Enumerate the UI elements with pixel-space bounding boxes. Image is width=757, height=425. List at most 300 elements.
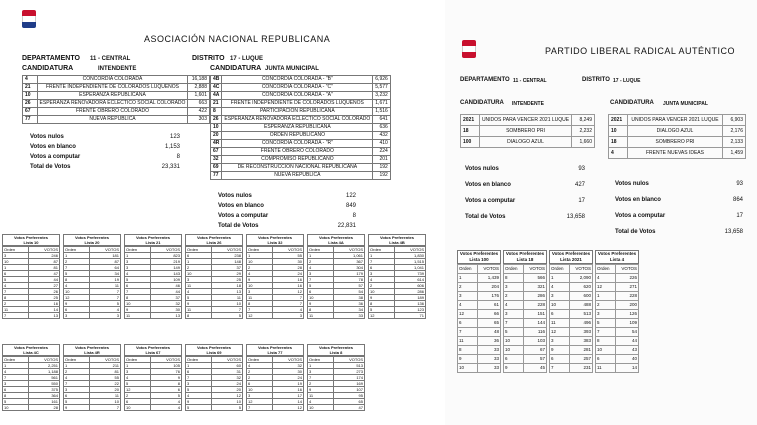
orden-value: 6	[186, 253, 212, 259]
preferential-header	[595, 250, 639, 264]
totals-row	[615, 197, 743, 203]
orden-value: 10	[550, 301, 570, 310]
votos-value: 43	[615, 346, 639, 355]
orden-value: 4	[125, 375, 151, 381]
votos-value: 11	[89, 393, 120, 399]
preferential-row	[308, 313, 365, 319]
orden-value: 11	[125, 313, 151, 319]
preferential-col-header	[596, 265, 639, 274]
preferential-header-title: Votos Preferentes	[197, 235, 231, 240]
candidate-name: UNIDOS PARA VENCER 2021 LUQUE	[479, 115, 571, 126]
orden-value: 2	[458, 283, 478, 292]
preferential-row	[458, 301, 501, 310]
preferential-header	[2, 234, 60, 246]
preferential-table	[246, 344, 304, 411]
orden-value: 10	[247, 259, 273, 265]
candidate-row	[461, 126, 595, 137]
orden-value: 2	[247, 265, 273, 271]
votos-value: 271	[615, 283, 639, 292]
preferential-row	[550, 355, 593, 364]
candidate-votes: 6,903	[723, 115, 746, 126]
votos-value: 14	[272, 399, 303, 405]
preferential-row	[596, 328, 639, 337]
preferential-table	[368, 234, 426, 319]
orden-value: 7	[308, 277, 334, 283]
votos-value: 36	[333, 301, 364, 307]
votos-value: 57	[333, 283, 364, 289]
orden-value: 12	[596, 283, 616, 292]
preferential-list-name: Lista 69	[206, 350, 222, 355]
candidate-row	[211, 140, 391, 148]
preferential-row	[247, 313, 304, 319]
preferential-row	[596, 346, 639, 355]
orden-value: 4	[64, 283, 90, 289]
votos-value: 226	[615, 274, 639, 283]
votos-value: 29	[211, 271, 242, 277]
orden-value: 6	[504, 355, 524, 364]
anr-title: ASOCIACIÓN NACIONAL REPUBLICANA	[144, 34, 331, 44]
candidate-name: DE RECONSTRUCCION NACIONAL REPUBLICANA	[222, 164, 373, 172]
preferential-list-name: Lista 26	[206, 240, 222, 245]
orden-value: 6	[64, 307, 90, 313]
candidate-votes: 192	[373, 172, 391, 180]
preferential-grid	[307, 356, 365, 411]
candidate-code: 10	[609, 126, 628, 137]
anr-flag-logo-icon	[22, 10, 36, 28]
orden-value: 3	[308, 271, 334, 277]
preferential-header-title: Votos Preferentes	[319, 235, 353, 240]
votos-value: 48	[477, 328, 501, 337]
preferential-header	[2, 344, 60, 356]
votos-value: 286	[394, 289, 425, 295]
plra-junta-table	[608, 114, 746, 159]
candidate-name: COMPROMISO REPUBLICANO	[222, 156, 373, 164]
plra-candidatura-label-left: CANDIDATURA	[460, 100, 504, 106]
votos-value: 38	[333, 295, 364, 301]
preferential-row	[596, 319, 639, 328]
orden-value: 4	[308, 265, 334, 271]
votos-value: 375	[28, 387, 59, 393]
preferential-row	[504, 337, 547, 346]
preferential-row	[504, 274, 547, 283]
orden-value: 7	[3, 375, 29, 381]
anr-distrito-label: DISTRITO	[192, 55, 225, 62]
preferential-row	[186, 405, 243, 411]
votos-value: 7	[89, 289, 120, 295]
orden-value: 10	[186, 271, 212, 277]
preferential-row	[596, 337, 639, 346]
totals-value: 849	[345, 203, 356, 209]
orden-value: 7	[64, 265, 90, 271]
preferential-table	[246, 234, 304, 319]
votos-value: 14	[28, 307, 59, 313]
orden-value: 2	[247, 375, 273, 381]
orden-header: Orden	[125, 357, 151, 363]
candidate-code: 20	[211, 132, 222, 140]
votos-value: 4	[150, 399, 181, 405]
votos-header: VOTOS	[28, 247, 59, 253]
orden-value: 4	[550, 283, 570, 292]
plra-candidatura-label-right: CANDIDATURA	[610, 100, 654, 106]
orden-value: 11	[550, 319, 570, 328]
votos-value: 1,439	[477, 274, 501, 283]
orden-value: 4	[186, 289, 212, 295]
preferential-grid	[595, 264, 639, 373]
totals-label: Total de Votos	[218, 223, 259, 229]
orden-value: 5	[186, 295, 212, 301]
votos-value: 95	[333, 393, 364, 399]
votos-value: 12	[211, 393, 242, 399]
orden-header: Orden	[186, 357, 212, 363]
votos-value: 11	[211, 295, 242, 301]
preferential-row	[550, 364, 593, 373]
totals-row	[30, 134, 180, 140]
orden-value: 12	[247, 399, 273, 405]
orden-value: 6	[125, 399, 151, 405]
orden-value: 2	[64, 369, 90, 375]
preferential-list-name: Lista 4B	[389, 240, 405, 245]
votos-value: 620	[569, 283, 593, 292]
preferential-row	[3, 313, 60, 319]
orden-header: Orden	[186, 247, 212, 253]
orden-value: 1	[596, 292, 616, 301]
votos-value: 31	[211, 369, 242, 375]
orden-value: 5	[596, 319, 616, 328]
orden-value: 7	[247, 307, 273, 313]
candidate-votes: 641	[373, 116, 391, 124]
orden-value: 10	[125, 405, 151, 411]
preferential-row	[458, 292, 501, 301]
preferential-header-title: Votos Preferentes	[551, 251, 591, 256]
anr-junta-label: JUNTA MUNICIPAL	[265, 66, 319, 72]
preferential-row	[504, 292, 547, 301]
votos-value: 12	[272, 405, 303, 411]
candidate-code: 21	[211, 100, 222, 108]
orden-value: 2	[247, 369, 273, 375]
totals-value: 1,153	[164, 144, 180, 150]
preferential-list-name: Lista 67	[145, 350, 161, 355]
totals-row	[615, 181, 743, 187]
orden-value: 4	[504, 301, 524, 310]
votos-value: 13	[211, 289, 242, 295]
orden-value: 4	[186, 393, 212, 399]
orden-value: 3	[596, 310, 616, 319]
candidate-code: 4R	[211, 140, 222, 148]
totals-label: Votos en blanco	[615, 197, 661, 203]
candidate-votes: 3,232	[373, 92, 391, 100]
votos-value: 67	[523, 346, 547, 355]
candidate-votes: 422	[188, 108, 210, 116]
orden-value: 1	[308, 253, 334, 259]
orden-value: 5	[125, 381, 151, 387]
votos-value: 37	[211, 265, 242, 271]
orden-value: 5	[186, 405, 212, 411]
candidate-row	[609, 137, 746, 148]
orden-header: Orden	[64, 247, 90, 253]
preferential-header	[457, 250, 501, 264]
candidate-votes: 1,459	[723, 148, 746, 159]
orden-value: 8	[64, 277, 90, 283]
preferential-row	[308, 405, 365, 411]
candidate-code: 2021	[609, 115, 628, 126]
candidate-votes: 201	[373, 156, 391, 164]
orden-value: 2	[308, 259, 334, 265]
votos-value: 189	[394, 295, 425, 301]
orden-value: 5	[64, 399, 90, 405]
votos-value: 22	[89, 381, 120, 387]
preferential-row	[64, 405, 121, 411]
votos-value: 33	[333, 313, 364, 319]
votos-value: 107	[333, 387, 364, 393]
orden-value: 10	[369, 289, 395, 295]
votos-value: 65	[477, 319, 501, 328]
preferential-row	[125, 313, 182, 319]
orden-header: Orden	[458, 265, 478, 274]
votos-value: 109	[615, 319, 639, 328]
votos-value: 600	[569, 292, 593, 301]
preferential-table	[457, 250, 501, 373]
candidate-votes: 410	[373, 140, 391, 148]
totals-value: 864	[732, 197, 743, 203]
orden-value: 5	[64, 271, 90, 277]
orden-header: Orden	[308, 357, 334, 363]
totals-label: Votos nulos	[30, 134, 64, 140]
plra-intendente-label: INTENDENTE	[512, 101, 544, 107]
votos-value: 566	[523, 274, 547, 283]
candidate-code: 4	[609, 148, 628, 159]
orden-value: 6	[596, 355, 616, 364]
candidate-code: 69	[211, 164, 222, 172]
orden-header: Orden	[247, 247, 273, 253]
preferential-row	[550, 310, 593, 319]
votos-value: 16	[28, 301, 59, 307]
orden-value: 8	[186, 313, 212, 319]
candidate-name: DIALOGO AZUL	[479, 137, 571, 148]
votos-value: 231	[569, 364, 593, 373]
orden-value: 1	[247, 253, 273, 259]
votos-value: 246	[28, 253, 59, 259]
preferential-list-name: Lista 4	[609, 257, 625, 262]
votos-value: 5	[211, 405, 242, 411]
preferential-table	[185, 234, 243, 319]
votos-value: 87	[28, 259, 59, 265]
votos-value: 78	[333, 277, 364, 283]
votos-value: 383	[569, 337, 593, 346]
votos-value: 200	[615, 301, 639, 310]
candidate-row	[211, 92, 391, 100]
candidate-votes: 192	[373, 164, 391, 172]
votos-value: 55	[89, 375, 120, 381]
preferential-row	[458, 355, 501, 364]
orden-value: 2	[504, 292, 524, 301]
votos-value: 19	[89, 277, 120, 283]
candidate-name: ESPERANZA REPUBLICANA	[37, 92, 188, 100]
preferential-grid	[246, 246, 304, 319]
preferential-header-title: Votos Preferentes	[319, 345, 353, 350]
votos-value: 26	[28, 289, 59, 295]
orden-value: 11	[308, 313, 334, 319]
votos-value: 20	[211, 387, 242, 393]
votos-value: 24	[272, 375, 303, 381]
votos-value: 174	[333, 375, 364, 381]
preferential-header	[307, 234, 365, 246]
orden-value: 4	[247, 271, 273, 277]
votos-value: 13	[150, 313, 181, 319]
orden-value: 6	[550, 355, 570, 364]
totals-value: 13,658	[724, 229, 743, 235]
preferential-grid	[457, 264, 501, 373]
preferential-grid	[2, 246, 60, 319]
votos-value: 10	[211, 399, 242, 405]
orden-value: 5	[369, 307, 395, 313]
votos-value: 1,515	[394, 259, 425, 265]
preferential-list-name: Lista 8	[329, 350, 343, 355]
preferential-header-title: Votos Preferentes	[505, 251, 545, 256]
orden-value: 8	[458, 346, 478, 355]
orden-value: 7	[504, 319, 524, 328]
candidate-code: 10	[23, 92, 38, 100]
votos-value: 304	[333, 265, 364, 271]
votos-value: 27	[28, 283, 59, 289]
votos-value: 148	[211, 259, 242, 265]
orden-value: 7	[64, 381, 90, 387]
orden-value: 6	[458, 319, 478, 328]
candidate-votes: 2,232	[572, 126, 595, 137]
orden-value: 7	[596, 328, 616, 337]
orden-value: 2	[308, 381, 334, 387]
votos-value: 228	[615, 292, 639, 301]
orden-value: 4	[247, 363, 273, 369]
candidate-code: 67	[211, 148, 222, 156]
votos-value: 1,061	[333, 253, 364, 259]
orden-value: 10	[247, 283, 273, 289]
candidate-name: FRENTE INDEPENDIENTE DE COLORADOS LUQUEÑOS	[222, 100, 373, 108]
preferential-row	[458, 274, 501, 283]
votos-value: 64	[89, 265, 120, 271]
votos-value: 76	[150, 369, 181, 375]
votos-value: 46	[150, 283, 181, 289]
totals-label: Votos en blanco	[30, 144, 76, 150]
votos-value: 61	[477, 301, 501, 310]
preferential-header-title: Votos Preferentes	[258, 345, 292, 350]
orden-value: 7	[458, 328, 478, 337]
preferential-row	[596, 274, 639, 283]
totals-label: Votos nulos	[218, 193, 252, 199]
preferential-header	[185, 234, 243, 246]
orden-value: 12	[550, 328, 570, 337]
orden-value: 10	[64, 289, 90, 295]
orden-value: 3	[3, 253, 29, 259]
votos-header: VOTOS	[333, 357, 364, 363]
orden-value: 12	[64, 295, 90, 301]
preferential-row	[550, 337, 593, 346]
preferential-header	[246, 344, 304, 356]
orden-value: 10	[596, 346, 616, 355]
totals-row	[30, 154, 180, 160]
preferential-row	[186, 313, 243, 319]
preferential-list-name: Lista 4A	[328, 240, 344, 245]
orden-value: 8	[125, 295, 151, 301]
orden-value: 1	[186, 363, 212, 369]
votos-value: 34	[333, 307, 364, 313]
candidate-row	[23, 108, 210, 116]
orden-value: 10	[504, 346, 524, 355]
preferential-header	[503, 250, 547, 264]
votos-value: 13	[28, 313, 59, 319]
preferential-row	[550, 301, 593, 310]
orden-value: 3	[125, 259, 151, 265]
votos-value: 37	[150, 295, 181, 301]
preferential-table	[2, 234, 60, 319]
candidate-row	[461, 137, 595, 148]
votos-value: 9	[150, 375, 181, 381]
orden-value: 10	[504, 337, 524, 346]
preferential-header-title: Votos Preferentes	[597, 251, 637, 256]
candidate-votes: 663	[188, 100, 210, 108]
votos-value: 55	[272, 253, 303, 259]
orden-header: Orden	[125, 247, 151, 253]
votos-value: 204	[477, 283, 501, 292]
orden-value: 4	[596, 274, 616, 283]
orden-value: 4	[64, 375, 90, 381]
candidate-row	[461, 115, 595, 126]
orden-value: 4	[458, 301, 478, 310]
preferential-table	[2, 344, 60, 411]
preferential-table	[595, 250, 639, 373]
votos-value: 364	[28, 393, 59, 399]
votos-value: 513	[333, 363, 364, 369]
orden-value: 5	[186, 387, 212, 393]
candidate-code: 2021	[461, 115, 480, 126]
preferential-row	[458, 283, 501, 292]
orden-value: 3	[125, 265, 151, 271]
votos-value: 24	[211, 381, 242, 387]
votos-value: 149	[150, 265, 181, 271]
preferential-header-title: Votos Preferentes	[380, 235, 414, 240]
votos-header: VOTOS	[569, 265, 593, 274]
votos-value: 47	[333, 405, 364, 411]
preferential-list-name: Lista 10	[23, 240, 39, 245]
votos-value: 32	[150, 301, 181, 307]
votos-value: 181	[89, 253, 120, 259]
preferential-table	[307, 234, 365, 319]
votos-value: 367	[333, 259, 364, 265]
preferential-row	[504, 301, 547, 310]
totals-row	[615, 229, 743, 235]
candidate-name: NUEVA REPUBLICA	[222, 172, 373, 180]
candidate-row	[211, 172, 391, 180]
votos-value: 4	[272, 307, 303, 313]
preferential-list-name: Lista 100	[469, 257, 489, 262]
preferential-grid	[2, 356, 60, 411]
votos-value: 5	[89, 301, 120, 307]
orden-value: 9	[186, 399, 212, 405]
candidate-code: 21	[23, 84, 38, 92]
orden-value: 3	[550, 292, 570, 301]
preferential-grid	[124, 356, 182, 411]
candidate-votes: 432	[373, 132, 391, 140]
candidate-name: FRENTE OBRERO COLORADO	[37, 108, 188, 116]
votos-value: 169	[333, 381, 364, 387]
candidate-name: CONCORDIA COLORADA - "R"	[222, 140, 373, 148]
votos-value: 28	[272, 265, 303, 271]
orden-value: 9	[64, 405, 90, 411]
candidate-code: 4C	[211, 84, 222, 92]
orden-value: 9	[308, 301, 334, 307]
votos-value: 3	[272, 313, 303, 319]
orden-value: 4	[308, 399, 334, 405]
votos-value: 16	[272, 387, 303, 393]
